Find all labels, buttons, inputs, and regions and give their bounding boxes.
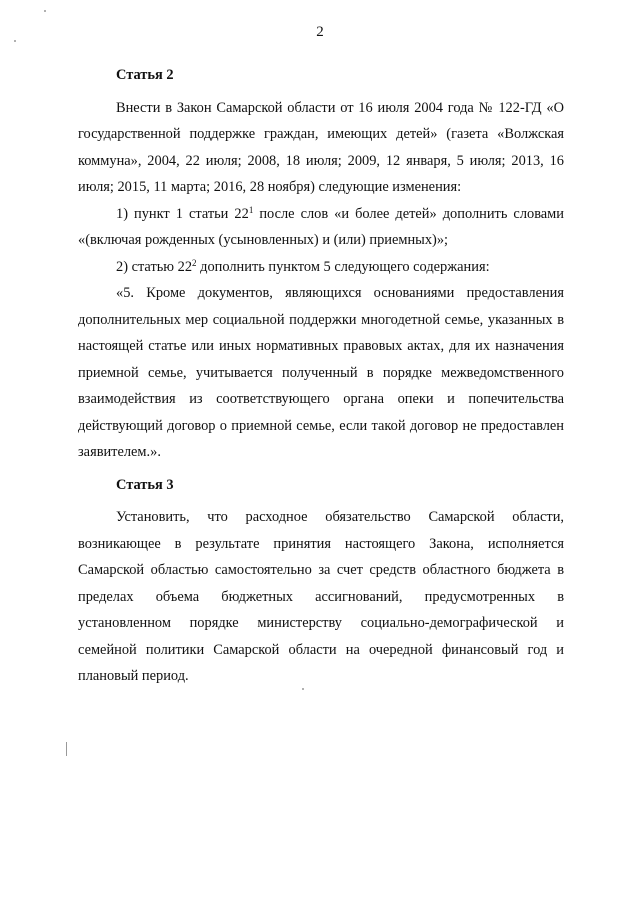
document-body: [78, 62, 564, 690]
scan-speck: [302, 688, 304, 690]
item-2-text-a: 2) статью 22: [116, 258, 193, 275]
item-2-text-b: дополнить пунктом 5 следующего содержания:: [196, 258, 490, 275]
article-2-item-2: [78, 254, 564, 281]
article-3-text: Установить, что расходное обязательство Самарской области, возникающее в результате принятия настоящего Закона, исполняется Самарской областью самостоятельно за счет средств областного бюджета в пределах объема бюджетных ассигнований, предусмотренных в установленном порядке министерству социально-демографической и семейной политики Самарской области на очередной финансовый год и плановый период.: [78, 509, 564, 684]
page-number: 2: [316, 24, 324, 40]
item-2-superscript: 2: [192, 257, 197, 268]
article-3-heading: Статья 3: [116, 476, 174, 493]
article-2-item-1: [78, 201, 564, 254]
article-2-quote: «5. Кроме документов, являющихся основаниями предоставления дополнительных мер социальной поддержки многодетной семье, указанных в настоящей статье или иных нормативных правовых актах, для их назначения приемной семье, учитывается полученный в порядке межведомственного взаимодействия из соответствующего органа опеки и попечительства действующий договор о приемной семье, если такой договор не предоставлен заявителем.».: [78, 285, 564, 460]
item-1-text-a: 1) пункт 1 статьи 22: [116, 205, 249, 222]
article-2-heading: Статья 2: [116, 67, 174, 83]
item-1-text-b: после слов «и более детей» дополнить словами «(включая рожденных (усыновленных) и (или) приемных)»;: [78, 205, 564, 248]
scan-speck: [44, 10, 46, 12]
item-1-superscript: 1: [248, 204, 254, 215]
scan-speck: [14, 40, 16, 42]
article-2-intro: Внести в Закон Самарской области от 16 июля 2004 года № 122-ГД «О государственной поддержке граждан, имеющих детей» (газета «Волжская коммуна», 2004, 22 июля; 2008, 18 июля; 2009, 12 января, 5 июля; 2013, 16 июля; 2015, 11 марта; 2016, 28 ноября) следующие изменения:: [78, 99, 564, 195]
scan-speck: [66, 742, 67, 756]
